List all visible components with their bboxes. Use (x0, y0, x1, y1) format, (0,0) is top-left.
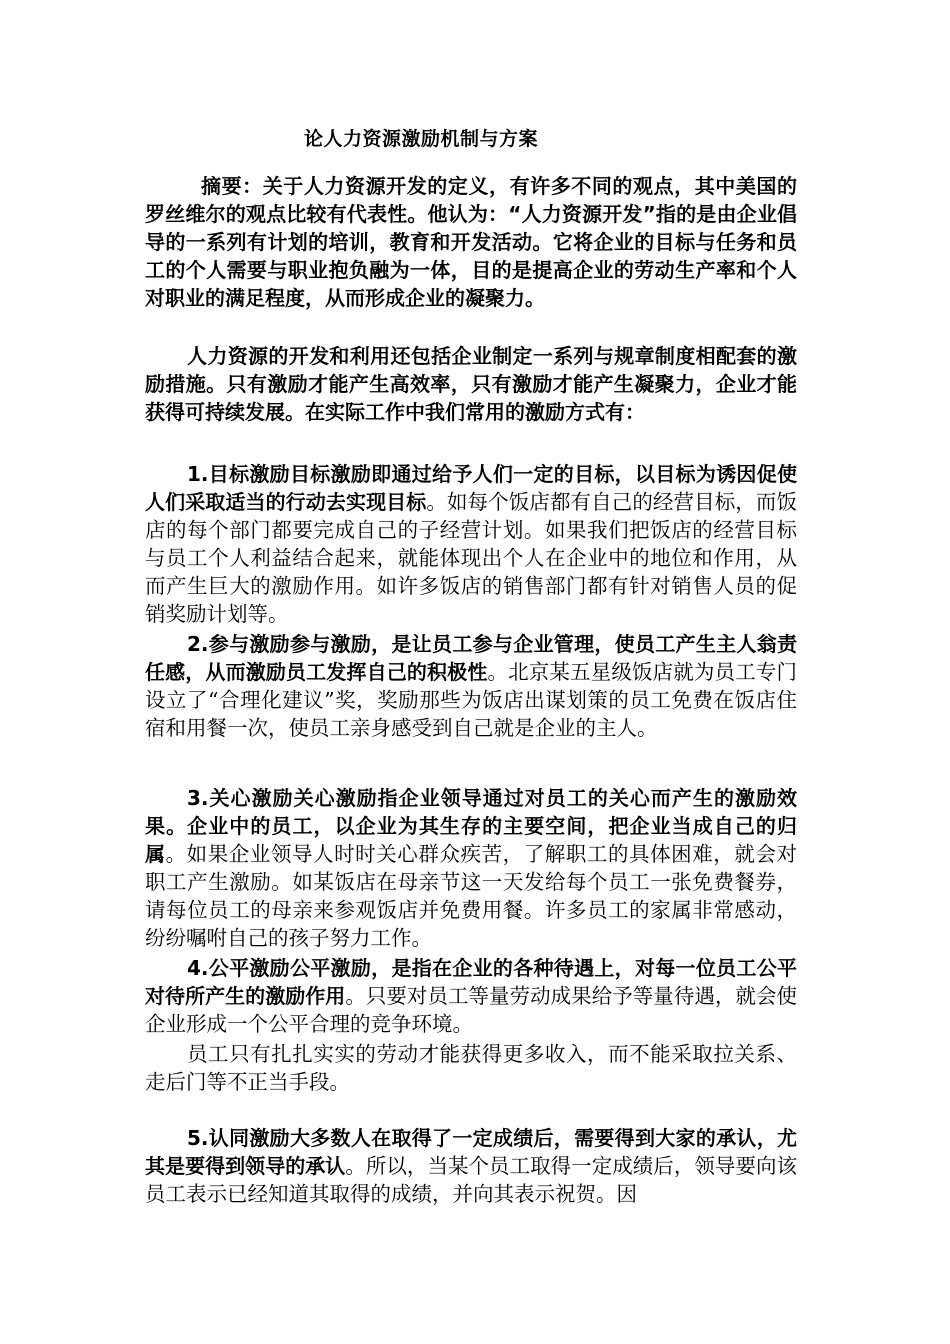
item-paragraph-4 (145, 954, 797, 1038)
item-4-heading: 4.公平激励公平激励，是指在企业的各种待遇上，对每一位员工公平对待所产生的激励作用 (145, 956, 797, 1008)
item-3-heading: 3.关心激励关心激励指企业领导通过对员工的关心而产生的激励效果。企业中的员工，以企业为其生存的主要空间，把企业当成自己的归属 (145, 786, 797, 866)
document-title: 论人力资源激励机制与方案 (304, 128, 539, 150)
item-5-body: 。所以，当某个员工取得一定成绩后，领导要向该员工表示已经知道其取得的成绩，并向其表示祝贺。因 (145, 1154, 798, 1206)
item-3-body: 。如果企业领导人时时关心群众疾苦，了解职工的具体困难，就会对职工产生激励。如某饭店在母亲节这一天发给每个员工一张免费餐券，请每位员工的母亲来参观饭店并免费用餐。许多员工的家属非常感动，纷纷嘱咐自己的孩子努力工作。 (145, 842, 798, 950)
item-2-heading: 2.参与激励参与激励，是让员工参与企业管理，使员工产生主人翁责任感，从而激励员工发挥自己的积极性 (145, 632, 797, 684)
item-paragraph-2 (145, 630, 797, 742)
item-4-body: 。只要对员工等量劳动成果给予等量待遇，就会使企业形成一个公平合理的竞争环境。 (145, 984, 798, 1036)
item-5-heading: 5.认同激励大多数人在取得了一定成绩后，需要得到大家的承认，尤其是要得到领导的承认 (145, 1126, 797, 1178)
item-paragraph-5 (145, 1124, 797, 1208)
intro-paragraph: 人力资源的开发和利用还包括企业制定一系列与规章制度相配套的激励措施。只有激励才能产生高效率，只有激励才能产生凝聚力，企业才能获得可持续发展。在实际工作中我们常用的激励方式有： (145, 344, 797, 424)
note-paragraph: 员工只有扎扎实实的劳动才能获得更多收入，而不能采取拉关系、走后门等不正当手段。 (145, 1042, 797, 1094)
item-1-body: 。如每个饭店都有自己的经营目标，而饭店的每个部门都要完成自己的子经营计划。如果我们把饭店的经营目标与员工个人利益结合起来，就能体现出个人在企业中的地位和作用，从而产生巨大的激励作用。如许多饭店的销售部门都有针对销售人员的促销奖励计划等。 (145, 490, 798, 626)
abstract-paragraph: 摘要：关于人力资源开发的定义，有许多不同的观点，其中美国的罗丝维尔的观点比较有代表性。他认为：“人力资源开发”指的是由企业倡导的一系列有计划的培训，教育和开发活动。它将企业的目标与任务和员工的个人需要与职业抱负融为一体，目的是提高企业的劳动生产率和个人对职业的满足程度，从而形成企业的凝聚力。 (145, 174, 797, 310)
item-paragraph-3 (145, 784, 797, 952)
item-paragraph-1 (145, 460, 797, 628)
item-1-heading: 1.目标激励目标激励即通过给予人们一定的目标，以目标为诱因促使人们采取适当的行动去实现目标 (145, 462, 797, 514)
item-2-body: 。北京某五星级饭店就为员工专门设立了“合理化建议”奖，奖励那些为饭店出谋划策的员工免费在饭店住宿和用餐一次，使员工亲身感受到自己就是企业的主人。 (145, 660, 798, 740)
